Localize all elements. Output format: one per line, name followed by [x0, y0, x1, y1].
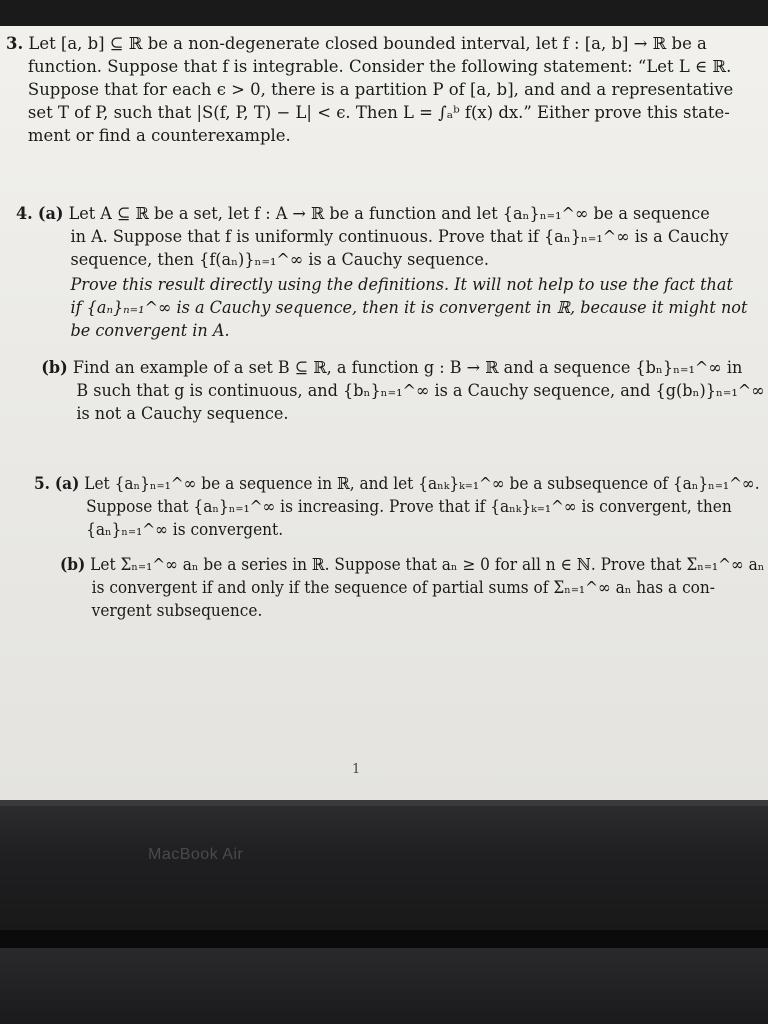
- laptop-brand-label: MacBook Air: [148, 846, 244, 863]
- document-page: [0, 26, 768, 800]
- problem-4a-line-2: in A. Suppose that f is uniformly continuous. Prove that if {aₙ}ₙ₌₁^∞ is a Cauchy: [70, 227, 729, 246]
- problem-3-line-5: ment or find a counterexample.: [27, 126, 291, 145]
- problem-5-number: 5.: [34, 474, 51, 493]
- page-number: 1: [352, 762, 361, 777]
- problem-5b-label: (b): [60, 555, 86, 574]
- problem-3-line-2: function. Suppose that f is integrable. Consider the following statement: “Let L ∈ ℝ.: [27, 57, 732, 76]
- problem-4a-line-1: Let A ⊆ ℝ be a set, let f : A → ℝ be a function and let {aₙ}ₙ₌₁^∞ be a sequence: [68, 204, 710, 223]
- problem-4b-label: (b): [41, 358, 68, 377]
- problem-4b-line-2: B such that g is continuous, and {bₙ}ₙ₌₁^∞ is a Cauchy sequence, and {g(bₙ)}ₙ₌₁^∞: [76, 381, 765, 400]
- problem-3-line-3: Suppose that for each ϵ > 0, there is a partition P of [a, b], and and a representative: [27, 80, 734, 99]
- screen-top-bar: [0, 0, 768, 26]
- problem-3: [6, 32, 764, 147]
- problem-4b-line-3: is not a Cauchy sequence.: [76, 404, 289, 423]
- laptop-base: [0, 948, 768, 1024]
- laptop-bezel: [0, 800, 768, 1024]
- problem-5b-line-2: is convergent if and only if the sequence of partial sums of Σₙ₌₁^∞ aₙ has a con-: [91, 578, 715, 597]
- problem-5a-line-3: {aₙ}ₙ₌₁^∞ is convergent.: [86, 520, 284, 539]
- problem-5b-line-1: Let Σₙ₌₁^∞ aₙ be a series in ℝ. Suppose that aₙ ≥ 0 for all n ∈ ℕ. Prove that Σₙ₌₁^∞ aₙ: [90, 555, 765, 574]
- problem-5: [34, 472, 765, 622]
- problem-4: [16, 202, 765, 425]
- problem-4-number: 4.: [16, 204, 33, 223]
- problem-4a-hint-line-2: if {aₙ}ₙ₌₁^∞ is a Cauchy sequence, then it is convergent in ℝ, because it might not: [70, 298, 748, 317]
- problem-5a-line-1: Let {aₙ}ₙ₌₁^∞ be a sequence in ℝ, and let {aₙₖ}ₖ₌₁^∞ be a subsequence of {aₙ}ₙ₌₁^∞.: [84, 474, 760, 493]
- bezel-edge: [0, 800, 768, 806]
- problem-4a-hint-line-3: be convergent in A.: [70, 321, 230, 340]
- laptop-hinge: [0, 930, 768, 948]
- problem-3-line-1: Let [a, b] ⊆ ℝ be a non-degenerate closed bounded interval, let f : [a, b] → ℝ be a: [28, 34, 707, 53]
- problem-4b-line-1: Find an example of a set B ⊆ ℝ, a function g : B → ℝ and a sequence {bₙ}ₙ₌₁^∞ in: [72, 358, 743, 377]
- problem-4a-hint-line-1: Prove this result directly using the definitions. It will not help to use the fact that: [70, 275, 733, 294]
- problem-4a-line-3: sequence, then {f(aₙ)}ₙ₌₁^∞ is a Cauchy sequence.: [70, 250, 489, 269]
- problem-3-number: 3.: [6, 34, 24, 53]
- problem-3-line-4: set T of P, such that |S(f, P, T) − L| < ϵ. Then L = ∫ₐᵇ f(x) dx.” Either prove this state-: [27, 103, 730, 122]
- problem-5a-label: (a): [54, 474, 80, 493]
- problem-5b-line-3: vergent subsequence.: [91, 601, 263, 620]
- problem-5a-line-2: Suppose that {aₙ}ₙ₌₁^∞ is increasing. Prove that if {aₙₖ}ₖ₌₁^∞ is convergent, then: [86, 497, 732, 516]
- problem-4a-label: (a): [37, 204, 64, 223]
